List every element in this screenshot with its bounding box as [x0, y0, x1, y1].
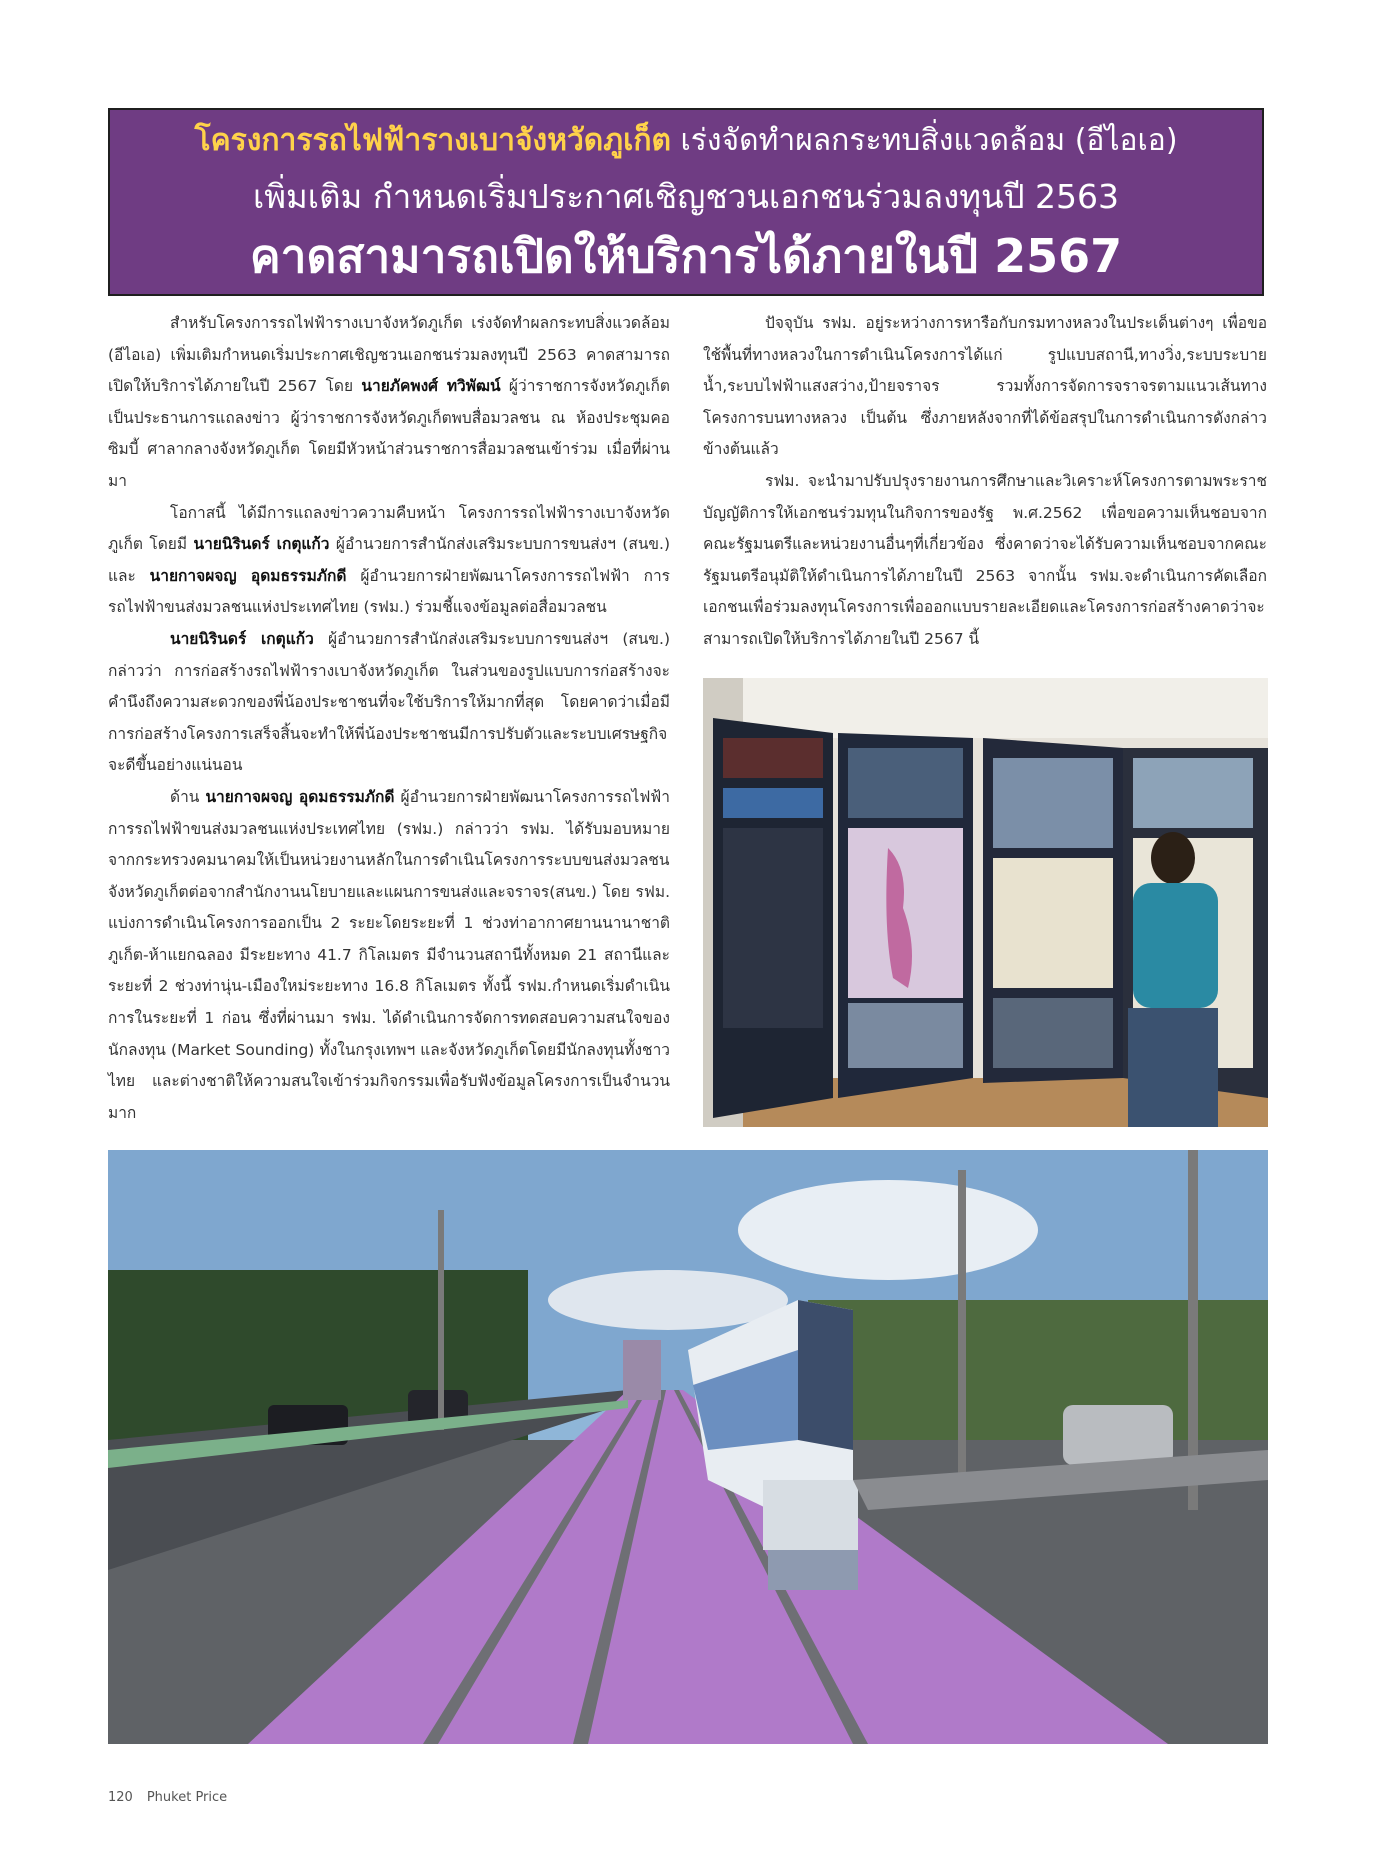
headline-highlight: โครงการรถไฟฟ้ารางเบาจังหวัดภูเก็ต — [194, 123, 671, 158]
paragraph — [108, 624, 670, 782]
paragraph: ปัจจุบัน รฟม. อยู่ระหว่างการหารือกับกรมทางหลวงในประเด็นต่างๆ เพื่อขอใช้พื้นที่ทางหลวงในการดำเนินโครงการได้แก่ รูปแบบสถานี,ทางวิ่ง,ระบบระบายน้ำ,ระบบไฟฟ้าแสงสว่าง,ป้ายจราจร รวมทั้งการจัดการจราจรตามแนวเส้นทางโครงการบนทางหลวง เป็นต้น ซึ่งภายหลังจากที่ได้ข้อสรุปในการดำเนินการดังกล่าวข้างต้นแล้ว — [703, 314, 1267, 459]
text: โอกาสนี้ ได้มีการแถลงข่าวความคืบหน้า โครงการรถไฟฟ้ารางเบาจังหวัดภูเก็ต โดยมี — [108, 503, 670, 554]
person-name: นายนิรินดร์ เกตุแก้ว — [170, 629, 314, 648]
headline-line-1-rest: เร่งจัดทำผลกระทบสิ่งแวดล้อม (อีไอเอ) — [680, 123, 1178, 158]
page-number: 120 — [108, 1790, 133, 1805]
paragraph — [108, 308, 670, 498]
exhibition-photo — [703, 678, 1268, 1127]
person-name: นายกาจผจญ อุดมธรรมภักดี — [205, 787, 395, 806]
text: ผู้อำนวยการฝ่ายพัฒนาโครงการรถไฟฟ้าการรถไฟฟ้าขนส่งมวลชนแห่งประเทศไทย (รฟม.) กล่าวว่า รฟม. ได้รับมอบหมายจากกระทรวงคมนาคมให้เป็นหน่วยงานหลักในการดำเนินโครงการระบบขนส่งมวลชนจังหวัดภูเก็ตต่อจากสำนักงานนโยบายและแผนการขนส่งและจราจร(สนข.) โดย รฟม. แบ่งการดำเนินโครงการออกเป็น 2 ระยะโดยระยะที่ 1 ช่วงท่าอากาศยานนานาชาติภูเก็ต-ห้าแยกฉลอง มีระยะทาง 41.7 กิโลเมตร มีจำนวนสถานีทั้งหมด 21 สถานีและระยะที่ 2 ช่วงท่านุ่น-เมืองใหม่ระยะทาง 16.8 กิโลเมตร ทั้งนี้ รฟม.กำหนดเริ่มดำเนินการในระยะที่ 1 ก่อน ซึ่งที่ผ่านมา รฟม. ได้ดำเนินการจัดการทดสอบความสนใจของนักลงทุน (Market Sounding) ทั้งในกรุงเทพฯ และจังหวัดภูเก็ตโดยมีนักลงทุนทั้งชาวไทย และต่างชาติให้ความสนใจเข้าร่วมกิจกรรมเพื่อรับฟังข้อมูลโครงการเป็นจำนวนมาก — [108, 787, 670, 1122]
headline-line-1 — [110, 122, 1262, 160]
paragraph — [108, 782, 670, 1130]
paragraph — [108, 498, 670, 624]
page-footer — [108, 1790, 241, 1805]
article-right-column — [703, 308, 1267, 656]
headline-line-3: คาดสามารถเปิดให้บริการได้ภายในปี 2567 — [249, 229, 1123, 283]
exhibition-photo-illustration — [703, 678, 1268, 1127]
text: สำหรับโครงการรถไฟฟ้ารางเบาจังหวัดภูเก็ต เร่งจัดทำผลกระทบสิ่งแวดล้อม (อีไอเอ) เพิ่มเติมกำหนดเริ่มประกาศเชิญชวนเอกชนร่วมลงทุนปี 2563 คาดสามารถเปิดให้บริการได้ภายในปี 2567 โดย — [108, 314, 670, 396]
text: ผู้อำนวยการฝ่ายพัฒนาโครงการรถไฟฟ้า การรถไฟฟ้าขนส่งมวลชนแห่งประเทศไทย (รฟม.) ร่วมชี้แจงข้อมูลต่อสื่อมวลชน — [108, 566, 670, 617]
tram-rendering-illustration — [108, 1150, 1268, 1744]
text: ผู้อำนวยการสำนักส่งเสริมระบบการขนส่งฯ (สนข.) กล่าวว่า การก่อสร้างรถไฟฟ้ารางเบาจังหวัดภูเก็ต ในส่วนของรูปแบบการก่อสร้างจะคำนึงถึงความสะดวกของพี่น้องประชาชนที่จะใช้บริการให้มากที่สุด โดยคาดว่าเมื่อมีการก่อสร้างโครงการเสร็จสิ้นจะทำให้พี่น้องประชาชนมีการปรับตัวและระบบเศรษฐกิจจะดีขึ้นอย่างแน่นอน — [108, 629, 670, 775]
person-name: นายนิรินดร์ เกตุแก้ว — [193, 535, 330, 554]
person-name: นายกาจผจญ อุดมธรรมภักดี — [149, 566, 347, 585]
headline-banner — [108, 108, 1264, 296]
text: ผู้อำนวยการสำนักส่งเสริมระบบการขนส่งฯ (สนข.) และ — [108, 535, 671, 585]
publication-name: Phuket Price — [146, 1790, 228, 1805]
paragraph: รฟม. จะนำมาปรับปรุงรายงานการศึกษาและวิเคราะห์โครงการตามพระราช บัญญัติการให้เอกชนร่วมทุนในกิจการของรัฐ พ.ศ.2562 เพื่อขอความเห็นชอบจากคณะรัฐมนตรีและหน่วยงานอื่นๆที่เกี่ยวข้อง ซึ่งคาดว่าจะได้รับความเห็นชอบจากคณะรัฐมนตรีอนุมัติให้ดำเนินการได้ภายในปี 2563 จากนั้น รฟม.จะดำเนินการคัดเลือกเอกชนเพื่อร่วมลงทุนโครงการเพื่อออกแบบรายละเอียดและโครงการก่อสร้างคาดว่าจะสามารถเปิดให้บริการได้ภายในปี 2567 นี้ — [703, 471, 1267, 648]
article-left-column — [108, 308, 670, 1129]
text: ด้าน — [170, 787, 206, 806]
headline-line-2: เพิ่มเติม กำหนดเริ่มประกาศเชิญชวนเอกชนร่วมลงทุนปี 2563 — [253, 177, 1119, 216]
person-name: นายภัคพงศ์ ทวิพัฒน์ — [361, 377, 501, 396]
text: ผู้ว่าราชการจังหวัดภูเก็ต เป็นประธานการแถลงข่าว ผู้ว่าราชการจังหวัดภูเก็ตพบสื่อมวลชน ณ ห้องประชุมคอซิมบี้ ศาลากลางจังหวัดภูเก็ต โดยมีหัวหน้าส่วนราชการสื่อมวลชนเข้าร่วม เมื่อที่ผ่านมา — [108, 377, 670, 490]
tram-rendering-photo — [108, 1150, 1268, 1744]
